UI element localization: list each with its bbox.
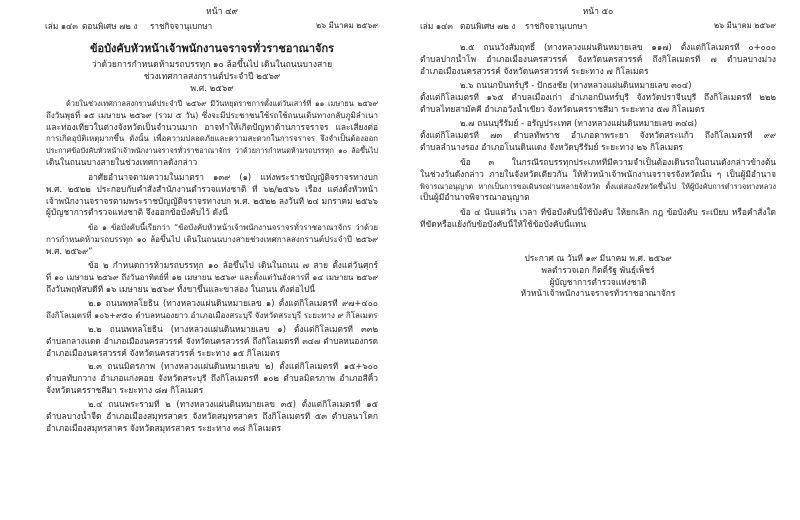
header-date: ๒๖ มีนาคม ๒๕๖๙ [714, 21, 776, 30]
text-line: ตั้งแต่กิโลเมตรที่ ๑๖๕ ตำบลเมืองเก่า อำเภอกบินทร์บุรี จังหวัดปราจีนบุรี ถึงกิโลเมตรที่ ๒๒๒ [420, 91, 776, 102]
text-line: ข้อ ๑ ข้อบังคับนี้เรียกว่า “ข้อบังคับหัวหน้าเจ้าพนักงานจราจรทั่วราชอาณาจักร ว่าด้วย [88, 223, 378, 232]
text-line: ประกาศข้อบังคับหัวหน้าเจ้าพนักงานจราจรทั่วราชอาณาจักร ว่าด้วยการกำหนดห้ามรถบรรทุก ๑๐ ล้อขึ้นไป [46, 146, 378, 156]
text-line: เดินในถนนบางสายในช่วงเทศกาลดังกล่าว [46, 156, 198, 167]
text-line: อำเภอเมืองสมุทรสาคร จังหวัดสมุทรสาคร ระยะทาง ๓๘ กิโลเมตร [46, 422, 282, 433]
route-item-2-1 [46, 298, 378, 322]
text-line: ผู้บัญชาการตำรวจแห่งชาติ จึงออกข้อบังคับไว้ ดังนี้ [46, 207, 228, 218]
text-line: ที่ ๑๐ เมษายน ๒๕๖๙ ถึงวันอาทิตย์ที่ ๑๒ เมษายน ๒๕๖๙ และตั้งแต่วันอังคารที่ ๑๔ เมษายน ๒๕๖๙ [46, 272, 378, 282]
text-line: ในช่วงวันดังกล่าว ภายในจังหวัดเดียวกัน ให้หัวหน้าเจ้าพนักงานจราจรจังหวัดนั้น ๆ เป็นผู้มีอำนาจ [420, 168, 776, 179]
preamble-paragraph [46, 98, 378, 169]
text-line: เป็นผู้มีอำนาจพิจารณาอนุญาต [420, 192, 530, 203]
text-line: ๒.๗ ถนนบุรีรัมย์ - อรัญประเทศ (ทางหลวงแผ่นดินหมายเลข ๓๔๘) [460, 118, 698, 128]
text-line: ข้อ ๔ นับแต่วัน เวลา ที่ข้อบังคับนี้ใช้บังคับ ให้ยกเลิก กฎ ข้อบังคับ ระเบียบ หรือคำสั่งใด [460, 207, 776, 217]
header-publication: ราชกิจจานุเบกษา [150, 21, 213, 31]
header-volume: เล่ม ๑๔๓ [420, 21, 453, 31]
text-line: พ.ศ. ๒๕๒๒ ประกอบกับคำสั่งสำนักงานตำรวจแห่งชาติ ที่ ๖๒/๒๕๖๖ เรื่อง แต่งตั้งหัวหน้า [46, 183, 378, 194]
text-line: ถึงวันพุธที่ ๑๕ เมษายน ๒๕๖๙ (รวม ๕ วัน) ซึ่งจะมีประชาชนใช้รถใช้ถนนเดินทางกลับภูมิลำเนา [46, 110, 378, 120]
text-line: อาศัยอำนาจตามความในมาตรา ๑๓๙ (๑) แห่งพระราชบัญญัติจราจรทางบก [88, 172, 378, 182]
text-line: ข้อ ๒ กำหนดการห้ามรถบรรทุก ๑๐ ล้อขึ้นไป เดินในถนน ๗ สาย ตั้งแต่วันศุกร์ [88, 260, 378, 270]
gazette-page-right [400, 0, 800, 520]
text-line: ตำบลไทยสามัคคี อำเภอวังน้ำเขียว จังหวัดนครราชสีมา ระยะทาง ๕๗ กิโลเมตร [420, 103, 705, 114]
text-line: การกำหนดห้ามรถบรรทุก ๑๐ ล้อขึ้นไป เดินในถนนบางสายช่วงเทศกาลสงกรานต์ประจำปี ๒๕๖๙ [46, 234, 378, 244]
text-line: ๒.๑ ถนนพหลโยธิน (ทางหลวงแผ่นดินหมายเลข ๑) ตั้งแต่กิโลเมตรที่ ๙๗+๔๐๐ [88, 298, 378, 308]
text-line: และท่องเที่ยวในต่างจังหวัดเป็นจำนวนมาก อาจทำให้เกิดปัญหาด้านการจราจร และเสี่ยงต่อ [46, 121, 378, 132]
text-line: ๒.๕ ถนนวังสัมฤทธิ์ (ทางหลวงแผ่นดินหมายเลข ๑๑๗) ตั้งแต่กิโลเมตรที่ ๐+๐๐๐ [460, 42, 776, 52]
route-item-2-7 [420, 118, 776, 153]
text-line: ตำบลกลางแดด อำเภอเมืองนครสวรรค์ จังหวัดนครสวรรค์ ถึงกิโลเมตรที่ ๓๔๗ ตำบลหนองกรด [46, 335, 378, 346]
page-number: หน้า ๔๙ [206, 7, 238, 17]
text-line: ตั้งแต่กิโลเมตรที่ ๗๓ ตำบลทัพราช อำเภอตาพระยา จังหวัดสระแก้ว ถึงกิโลเมตรที่ ๙๙ [420, 129, 776, 140]
header-date: ๒๖ มีนาคม ๒๕๖๙ [316, 21, 378, 30]
text-line: พ.ศ. ๒๕๖๙” [46, 245, 93, 256]
text-line: ข้อ ๓ ในกรณีรถบรรทุกประเภทที่มีความจำเป็นต้องเดินรถในถนนดังกล่าวข้างต้น [460, 157, 776, 167]
header-issue: ตอนพิเศษ ๗๒ ง [82, 21, 138, 31]
text-line: ด้วยในช่วงเทศกาลสงกรานต์ประจำปี ๒๕๖๙ มีวันหยุดราชการตั้งแต่วันเสาร์ที่ ๑๑ เมษายน ๒๕๖๙ [66, 99, 378, 108]
text-line: ตำบลลำนางรอง อำเภอโนนดินแดง จังหวัดบุรีรัมย์ ระยะทาง ๒๖ กิโลเมตร [420, 141, 684, 152]
clause-1 [46, 222, 378, 257]
text-line: ๒.๖ ถนนกบินทร์บุรี - ปักธงชัย (ทางหลวงแผ่นดินหมายเลข ๓๐๔) [460, 80, 692, 90]
text-line: ตำบลบางน้ำจืด อำเภอเมืองสมุทรสาคร จังหวัดสมุทรสาคร ถึงกิโลเมตรที่ ๕๓ ตำบลนาโคก [46, 410, 378, 421]
route-item-2-3 [46, 361, 378, 396]
route-item-2-5 [420, 42, 776, 77]
document-year: พ.ศ. ๒๕๖๙ [190, 84, 234, 94]
announcement-date: ประกาศ ณ วันที่ ๑๙ มีนาคม พ.ศ. ๒๕๖๙ [524, 253, 672, 263]
text-line: ที่ขัดหรือแย้งกับข้อบังคับนี้ให้ใช้ข้อบังคับนี้แทน [420, 218, 587, 229]
document-subtitle: ว่าด้วยการกำหนดห้ามรถบรรทุก ๑๐ ล้อขึ้นไป เดินในถนนบางสาย [91, 60, 333, 70]
route-item-2-6 [420, 80, 776, 115]
signatory-position: ผู้บัญชาการตำรวจแห่งชาติ [549, 276, 647, 287]
document-subtitle: ช่วงเทศกาลสงกรานต์ประจำปี ๒๕๖๙ [143, 72, 281, 82]
header-issue: ตอนพิเศษ ๗๒ ง [460, 21, 516, 31]
header-publication: ราชกิจจานุเบกษา [525, 21, 588, 31]
authority-paragraph [46, 172, 378, 219]
clause-4 [420, 207, 776, 231]
text-line: จังหวัดนครราชสีมา ระยะทาง ๘๗ กิโลเมตร [46, 384, 204, 395]
text-line: ๒.๓ ถนนมิตรภาพ (ทางหลวงแผ่นดินหมายเลข ๒) ตั้งแต่กิโลเมตรที่ ๑๕+๖๐๐ [88, 361, 378, 371]
signatory-name: พลตำรวจเอก กิตติ์รัฐ พันธุ์เพ็ชร์ [541, 264, 655, 275]
clause-2 [46, 260, 378, 295]
page-number: หน้า ๕๐ [582, 7, 614, 17]
text-line: พิจารณาอนุญาต หากเป็นการขอเดินรถผ่านหลายจังหวัด ตั้งแต่สองจังหวัดขึ้นไป ให้ผู้บังคับการตำรวจทางหลวง [420, 181, 776, 191]
document-title: ข้อบังคับหัวหน้าเจ้าพนักงานจราจรทั่วราชอาณาจักร [89, 42, 335, 55]
route-item-2-2 [46, 324, 378, 359]
route-item-2-4 [46, 399, 378, 434]
text-line: ตำบลปากน้ำโพ อำเภอเมืองนครสวรรค์ จังหวัดนครสวรรค์ ถึงกิโลเมตรที่ ๗ ตำบลบางม่วง [420, 53, 776, 64]
text-line: ถึงวันพฤหัสบดีที่ ๑๖ เมษายน ๒๕๖๙ ทั้งขาขึ้นและขาล่อง ในถนน ดังต่อไปนี้ [46, 283, 316, 294]
text-line: เจ้าพนักงานจราจรตามพระราชบัญญัติจราจรทางบก พ.ศ. ๒๕๒๒ ลงวันที่ ๒๔ มกราคม ๒๕๖๖ [46, 195, 378, 206]
clause-3 [420, 157, 776, 204]
text-line: ตำบลทับกวาง อำเภอแก่งคอย จังหวัดสระบุรี ถึงกิโลเมตรที่ ๑๐๒ ตำบลมิตรภาพ อำเภอสีคิ้ว [46, 372, 378, 383]
text-line: ๒.๔ ถนนพระรามที่ ๒ (ทางหลวงแผ่นดินหมายเลข ๓๕) ตั้งแต่กิโลเมตรที่ ๑๕ [88, 399, 378, 409]
text-line: ถึงกิโลเมตรที่ ๑๐๖+๙๕๐ ตำบลหนองยาว อำเภอเมืองสระบุรี จังหวัดสระบุรี ระยะทาง ๙ กิโลเมตร [46, 310, 378, 320]
text-line: อำเภอเมืองนครสวรรค์ จังหวัดนครสวรรค์ ระยะทาง ๗ กิโลเมตร [420, 65, 649, 76]
signature-block [488, 253, 708, 300]
signatory-role: หัวหน้าเจ้าพนักงานจราจรทั่วราชอาณาจักร [520, 288, 676, 299]
text-line: การเกิดอุบัติเหตุมากขึ้น ดังนั้น เพื่อความปลอดภัยและความสะดวกในการจราจร จึงจำเป็นต้องออก [46, 134, 378, 144]
text-line: ๒.๒ ถนนพหลโยธิน (ทางหลวงแผ่นดินหมายเลข ๑) ตั้งแต่กิโลเมตรที่ ๓๓๒ [88, 324, 378, 334]
header-volume: เล่ม ๑๔๓ [45, 21, 78, 31]
text-line: อำเภอเมืองนครสวรรค์ จังหวัดนครสวรรค์ ระยะทาง ๑๕ กิโลเมตร [46, 347, 280, 358]
